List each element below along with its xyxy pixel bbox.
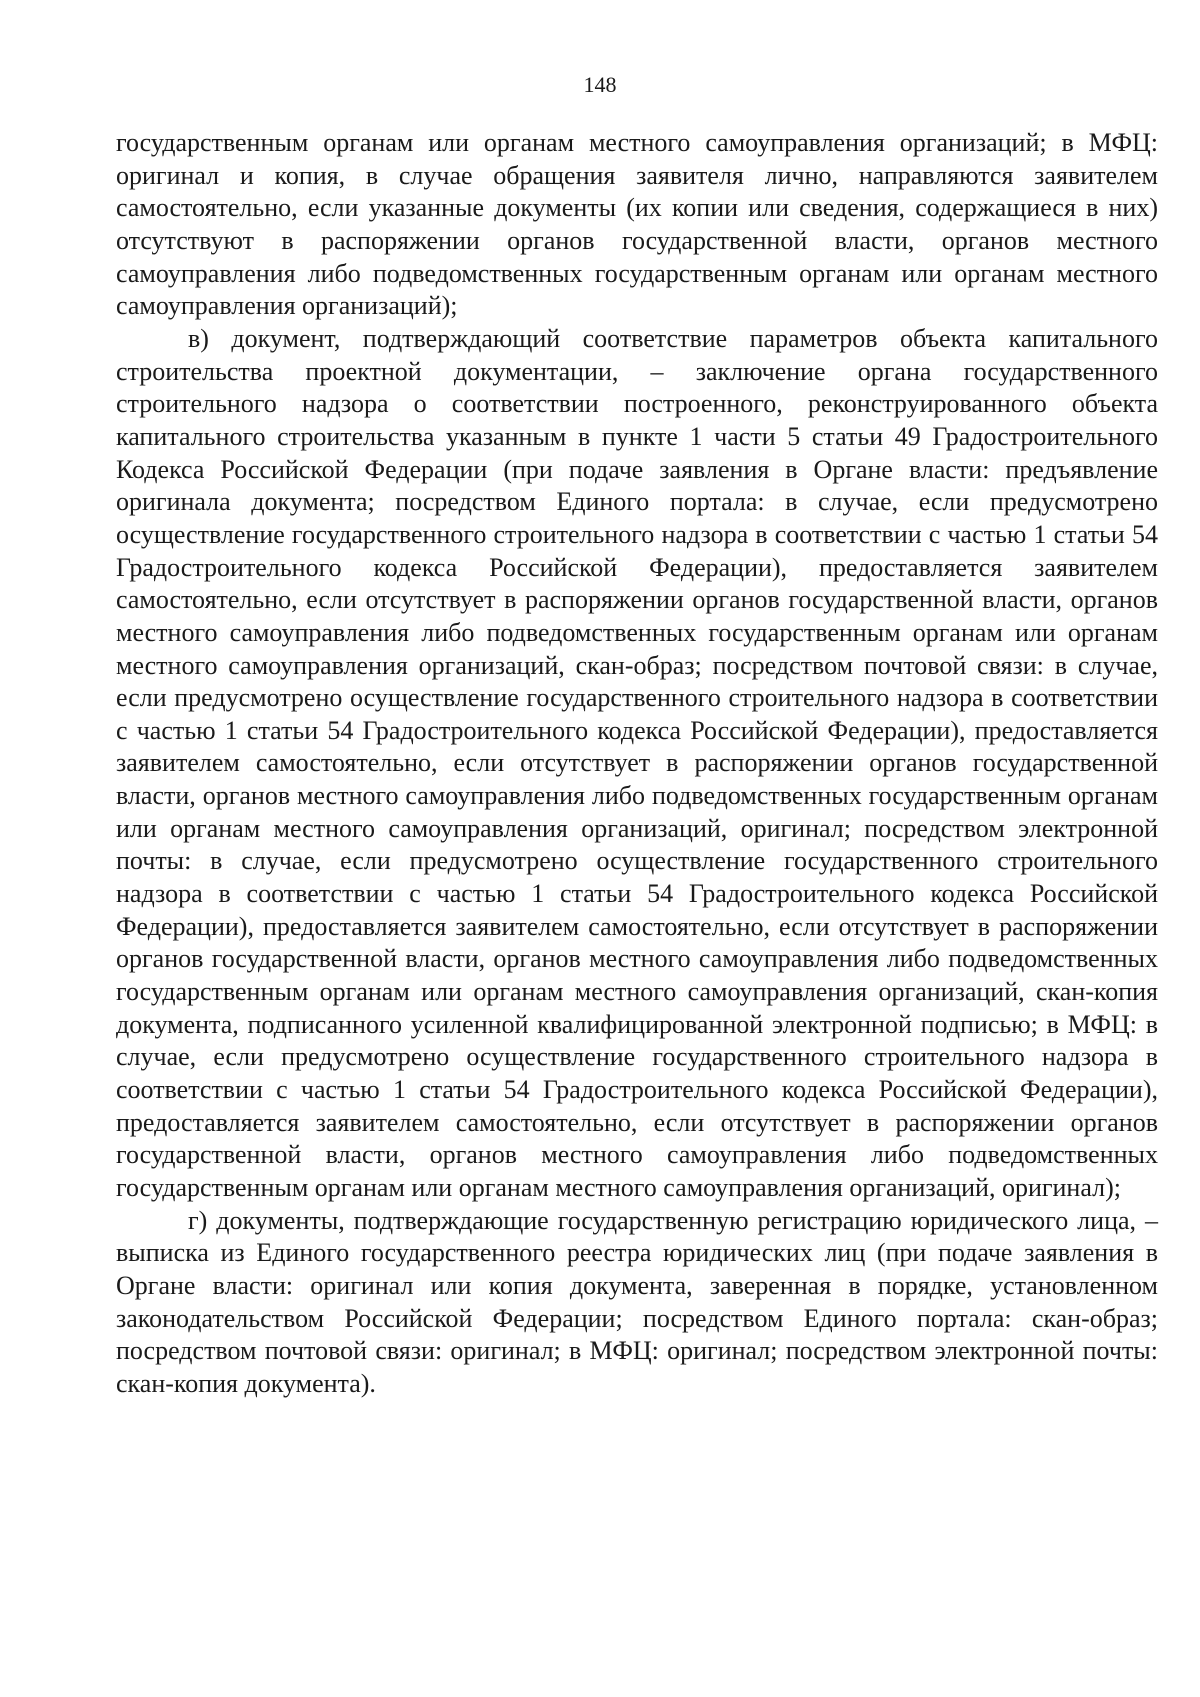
paragraph-continuation: государственным органам или органам местного самоуправления организаций; в МФЦ: оригинал и копия, в случае обращения заявителя лично, направляются заявителем самостоятельно, если указанные документы (их копии или сведения, содержащиеся в них) отсутствуют в распоряжении органов государственной власти, органов местного самоуправления либо подведомственных государственным органам или органам местного самоуправления организаций); [116, 128, 1158, 321]
paragraph-item-g: г) документы, подтверждающие государственную регистрацию юридического лица, – выписка из Единого государственного реестра юридических лиц (при подаче заявления в Органе власти: оригинал или копия документа, заверенная в порядке, установленном законодательством Российской Федерации; посредством Единого портала: скан-образ; посредством почтовой связи: оригинал; в МФЦ: оригинал; посредством электронной почты: скан-копия документа). [116, 1205, 1158, 1398]
document-body [116, 127, 1158, 1401]
page-number: 148 [583, 72, 617, 97]
paragraph-item-v: в) документ, подтверждающий соответствие параметров объекта капитального строительства проектной документации, – заключение органа государственного строительного надзора о соответствии построенного, реконструированного объекта капитального строительства указанным в пункте 1 части 5 статьи 49 Градостроительного Кодекса Российской Федерации (при подаче заявления в Органе власти: предъявление оригинала документа; посредством Единого портала: в случае, если предусмотрено осуществление государственного строительного надзора в соответствии с частью 1 статьи 54 Градостроительного кодекса Российской Федерации), предоставляется заявителем самостоятельно, если отсутствует в распоряжении органов государственной власти, органов местного самоуправления либо подведомственных государственным органам или органам местного самоуправления организаций, скан-образ; посредством почтовой связи: в случае, если предусмотрено осуществление государственного строительного надзора в соответствии с частью 1 статьи 54 Градостроительного кодекса Российской Федерации), предоставляется заявителем самостоятельно, если отсутствует в распоряжении органов государственной власти, органов местного самоуправления либо подведомственных государственным органам или органам местного самоуправления организаций, оригинал; посредством электронной почты: в случае, если предусмотрено осуществление государственного строительного надзора в соответствии с частью 1 статьи 54 Градостроительного кодекса Российской Федерации), предоставляется заявителем самостоятельно, если отсутствует в распоряжении органов государственной власти, органов местного самоуправления либо подведомственных государственным органам или органам местного самоуправления организаций, скан-копия документа, подписанного усиленной квалифицированной электронной подписью; в МФЦ: в случае, если предусмотрено осуществление государственного строительного надзора в соответствии с частью 1 статьи 54 Градостроительного кодекса Российской Федерации), предоставляется заявителем самостоятельно, если отсутствует в распоряжении органов государственной власти, органов местного самоуправления либо подведомственных государственным органам или органам местного самоуправления организаций, оригинал); [116, 323, 1158, 1202]
